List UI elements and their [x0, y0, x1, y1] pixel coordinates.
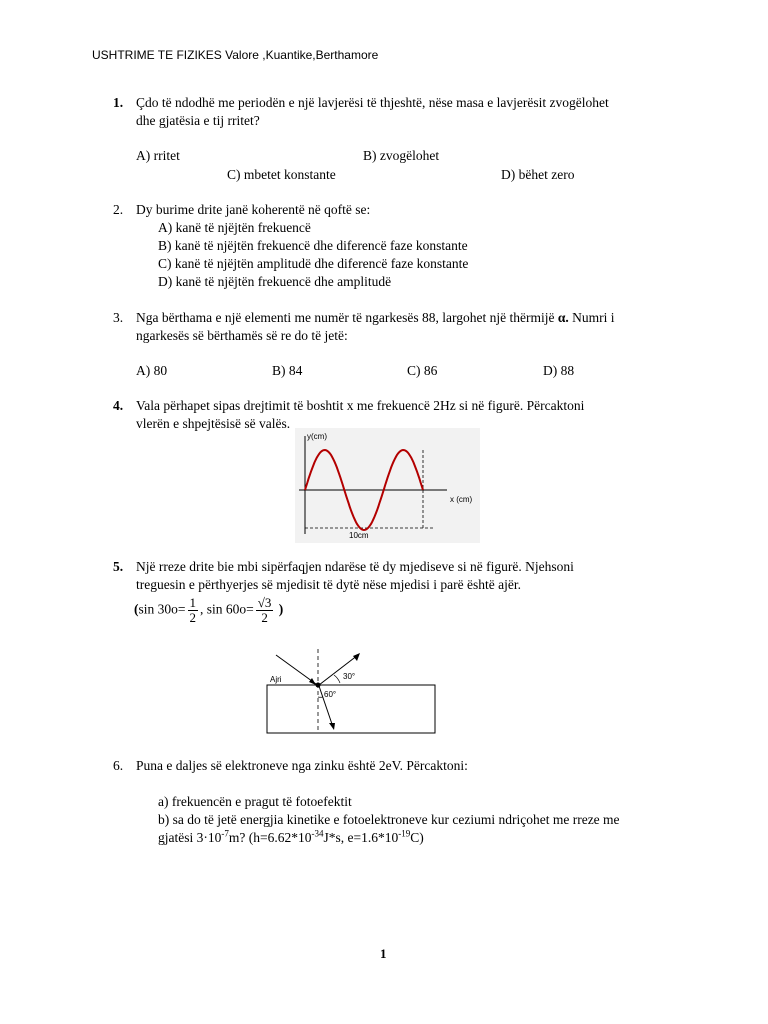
q5-number: 5. — [113, 559, 124, 574]
q2-option-d: D) kanë të njëjtën frekuencë dhe amplitudë — [158, 274, 392, 289]
root-numerator: √3 — [257, 595, 272, 610]
q3-text-line2: ngarkesës së bërthamës së re do të jetë: — [136, 328, 348, 343]
q6-part-b-line2 — [158, 829, 424, 847]
q2-option-b: B) kanë të njëjtën frekuencë dhe diferencë faze konstante — [158, 238, 468, 253]
fraction-denominator: 2 — [189, 610, 196, 625]
q1-text-line1: Çdo të ndodhë me periodën e një lavjerësi të thjeshtë, nëse masa e lavjerësit zvogëlohet — [136, 95, 609, 110]
q3-number: 3. — [113, 310, 124, 325]
q6-b-text-4: C) — [410, 830, 424, 845]
q1-text-line2: dhe gjatësia e tij rritet? — [136, 113, 260, 128]
incident-ray — [276, 655, 316, 684]
q3-text-line1-end: Numri i — [572, 310, 615, 325]
root-denominator: 2 — [261, 610, 268, 625]
q6-b-text-1: gjatësi 3·10 — [158, 830, 222, 845]
incident-arrow-icon — [309, 678, 316, 685]
medium-air-label: Ajri — [270, 675, 282, 684]
q4-text-line1: Vala përhapet sipas drejtimit të boshtit x me frekuencë 2Hz si në figurë. Përcaktoni — [136, 398, 585, 413]
q3-option-c: C) 86 — [407, 363, 438, 378]
wave-y-label: y(cm) — [307, 432, 327, 441]
q6-b-exp-2: -34 — [311, 828, 324, 839]
q5-text-line1: Një rreze drite bie mbi sipërfaqjen ndarëse të dy mjediseve si në figurë. Njehsoni — [136, 559, 574, 574]
q5-text-line2: treguesin e përthyerjes së mjedisit të dytë nëse mjedisi i parë është ajër. — [136, 577, 521, 592]
sin60-label: , sin 60o= — [200, 601, 254, 617]
q1-option-a: A) rritet — [136, 148, 180, 163]
q6-b-text-2: m? (h=6.62*10 — [228, 830, 312, 845]
q2-option-c: C) kanë të njëjtën amplitudë dhe diferencë faze konstante — [158, 256, 469, 271]
q1-option-c: C) mbetet konstante — [227, 167, 336, 182]
q6-b-text-3: J*s, e=1.6*10 — [323, 830, 399, 845]
formula-close-paren: ) — [278, 601, 284, 617]
wave-dimension-label: 10cm — [349, 531, 369, 540]
sin30-label: sin 30o= — [138, 601, 186, 617]
q6-b-exp-1: -7 — [221, 828, 229, 839]
formula-open-paren: ( — [134, 601, 139, 617]
q3-option-d: D) 88 — [543, 363, 575, 378]
refraction-figure — [262, 645, 442, 737]
q2-option-a: A) kanë të njëjtën frekuencë — [158, 220, 311, 235]
wave-figure — [295, 428, 480, 543]
reflected-arrow-icon — [353, 653, 360, 661]
second-medium-block — [267, 685, 435, 733]
fraction-one-half — [188, 596, 199, 625]
q3-option-a: A) 80 — [136, 363, 168, 378]
q6-number: 6. — [113, 758, 124, 773]
q3-text-line1 — [136, 309, 615, 327]
wave-x-label: x (cm) — [450, 495, 473, 504]
incidence-point — [316, 683, 321, 688]
q3-text-line1-main: Nga bërthama e një elementi me numër të ngarkesës 88, largohet një thërmijë — [136, 310, 555, 325]
q2-text: Dy burime drite janë koherentë në qoftë se: — [136, 202, 371, 217]
q4-text-line2: vlerën e shpejtësisë së valës. — [136, 416, 291, 431]
angle-30-label: 30° — [343, 672, 356, 681]
document-header: USHTRIME TE FIZIKES Valore ,Kuantike,Berthamore — [92, 48, 379, 62]
alpha-symbol: α. — [557, 310, 569, 325]
angle-arc-30 — [334, 675, 340, 683]
q1-option-b: B) zvogëlohet — [363, 148, 440, 163]
q6-b-exp-3: -19 — [398, 828, 411, 839]
fraction-numerator: 1 — [189, 595, 196, 610]
page-number: 1 — [380, 946, 387, 961]
angle-60-label: 60° — [324, 690, 337, 699]
q6-part-a: a) frekuencën e pragut të fotoefektit — [158, 794, 352, 809]
q5-formula — [134, 596, 283, 625]
q1-number: 1. — [113, 95, 124, 110]
q2-number: 2. — [113, 202, 124, 217]
q1-option-d: D) bëhet zero — [501, 167, 575, 182]
fraction-root3-half — [256, 596, 274, 625]
q6-text: Puna e daljes së elektroneve nga zinku është 2eV. Përcaktoni: — [136, 758, 468, 773]
q3-option-b: B) 84 — [272, 363, 303, 378]
q4-number: 4. — [113, 398, 124, 413]
q6-part-b-line1: b) sa do të jetë energjia kinetike e fotoelektroneve kur ceziumi ndriçohet me rreze me — [158, 812, 620, 827]
wave-figure-background — [295, 428, 480, 543]
